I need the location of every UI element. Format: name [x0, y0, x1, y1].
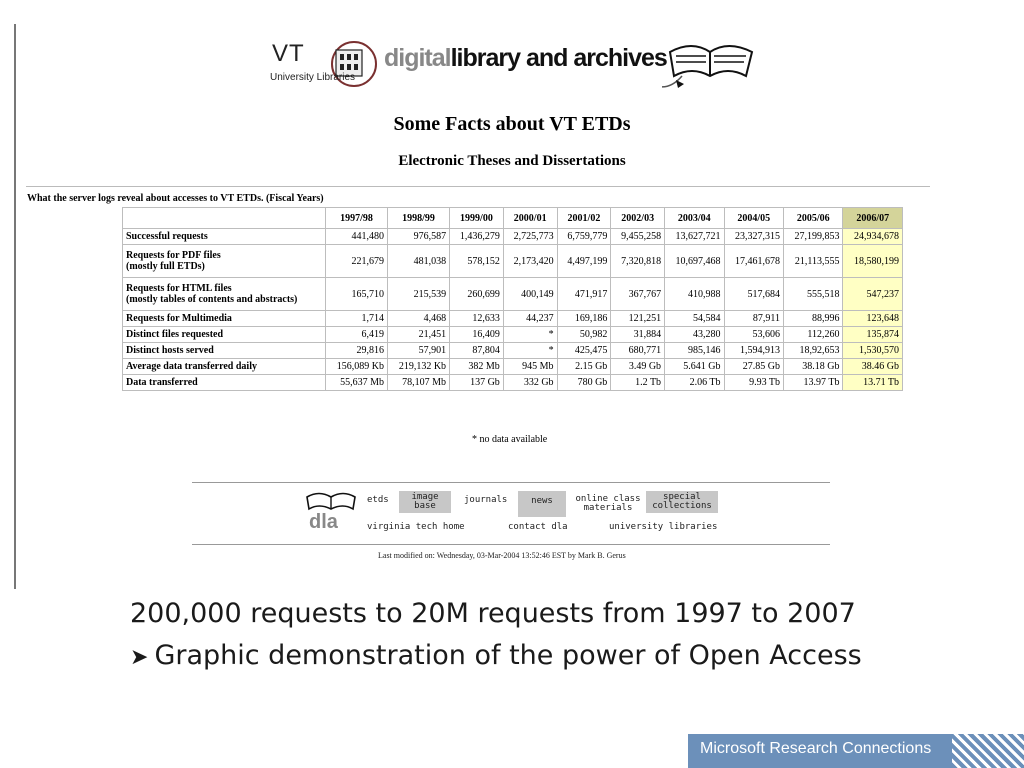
nav-virginia-tech-home[interactable]: virginia tech home — [367, 522, 465, 532]
table-cell: 50,982 — [557, 327, 611, 343]
table-row — [123, 311, 903, 327]
table-cell: 27,199,853 — [784, 229, 843, 245]
table-cell: 367,767 — [611, 278, 665, 311]
table-cell: 382 Mb — [450, 359, 504, 375]
nav-contact-dla[interactable]: contact dla — [508, 522, 568, 532]
table-cell: 55,637 Mb — [326, 375, 388, 391]
column-header: 2003/04 — [665, 208, 724, 229]
row-label-subline: (mostly full ETDs) — [126, 261, 205, 272]
table-cell: 78,107 Mb — [388, 375, 450, 391]
table-cell: 1,594,913 — [724, 343, 783, 359]
table-cell: 7,320,818 — [611, 245, 665, 278]
column-header: 2004/05 — [724, 208, 783, 229]
stripes-logo-icon — [952, 734, 1024, 768]
last-modified-text: Last modified on: Wednesday, 03-Mar-2004 13:52:46 EST by Mark B. Gerus — [378, 551, 626, 560]
table-cell: 18,580,199 — [843, 245, 903, 278]
row-label-line: Requests for PDF files — [126, 250, 221, 261]
table-cell: 4,468 — [388, 311, 450, 327]
table-cell: 87,804 — [450, 343, 504, 359]
row-label-line: Distinct hosts served — [126, 345, 214, 356]
dla-logo-banner[interactable] — [270, 34, 760, 92]
row-label — [123, 311, 326, 327]
table-cell: 6,419 — [326, 327, 388, 343]
table-cell: 29,816 — [326, 343, 388, 359]
table-cell: 57,901 — [388, 343, 450, 359]
nav-image-base[interactable]: image base — [399, 491, 451, 513]
table-cell: 137 Gb — [450, 375, 504, 391]
nav-etds[interactable]: etds — [367, 495, 389, 505]
slide-bullet-2 — [130, 640, 862, 671]
table-cell: 165,710 — [326, 278, 388, 311]
header-rule — [26, 186, 930, 187]
row-label-line: Average data transferred daily — [126, 361, 257, 372]
table-cell: 13.71 Tb — [843, 375, 903, 391]
table-cell: 578,152 — [450, 245, 504, 278]
slide-bullet-2-text: Graphic demonstration of the power of Open Access — [154, 640, 862, 671]
table-cell: 18,92,653 — [784, 343, 843, 359]
table-cell: 38.18 Gb — [784, 359, 843, 375]
table-row — [123, 278, 903, 311]
footer-brand-bar — [688, 734, 1024, 768]
table-cell: 260,699 — [450, 278, 504, 311]
row-label — [123, 375, 326, 391]
column-header: 1998/99 — [388, 208, 450, 229]
table-cell: 21,451 — [388, 327, 450, 343]
table-row — [123, 359, 903, 375]
column-header: 1999/00 — [450, 208, 504, 229]
table-row — [123, 343, 903, 359]
row-label — [123, 245, 326, 278]
digital-library-archives-wordmark: digitallibrary and archives — [384, 44, 667, 72]
table-cell: 38.46 Gb — [843, 359, 903, 375]
table-cell: 400,149 — [503, 278, 557, 311]
nav-journals[interactable]: journals — [464, 495, 508, 505]
nav-top-rule — [192, 482, 830, 483]
table-cell: 1.2 Tb — [611, 375, 665, 391]
table-cell: 156,089 Kb — [326, 359, 388, 375]
row-label — [123, 359, 326, 375]
dla-nav-bar — [305, 489, 725, 539]
column-header: 2000/01 — [503, 208, 557, 229]
table-cell: 680,771 — [611, 343, 665, 359]
table-cell: 9,455,258 — [611, 229, 665, 245]
table-cell: 2,725,773 — [503, 229, 557, 245]
table-cell: 54,584 — [665, 311, 724, 327]
table-cell: 221,679 — [326, 245, 388, 278]
table-cell: * — [503, 343, 557, 359]
table-cell: 112,260 — [784, 327, 843, 343]
table-cell: 3.49 Gb — [611, 359, 665, 375]
table-cell: 215,539 — [388, 278, 450, 311]
table-cell: 1,530,570 — [843, 343, 903, 359]
nav-bottom-rule — [192, 544, 830, 545]
table-cell: 1,714 — [326, 311, 388, 327]
row-label — [123, 327, 326, 343]
table-cell: 425,475 — [557, 343, 611, 359]
row-label-line: Data transferred — [126, 377, 198, 388]
table-cell: 2.15 Gb — [557, 359, 611, 375]
table-cell: 780 Gb — [557, 375, 611, 391]
row-label-line: Requests for HTML files — [126, 283, 232, 294]
column-header-highlighted: 2006/07 — [843, 208, 903, 229]
vt-logo-text: VT — [272, 40, 305, 67]
table-cell: 219,132 Kb — [388, 359, 450, 375]
table-row — [123, 229, 903, 245]
table-cell: 9.93 Tb — [724, 375, 783, 391]
table-cell: 2,173,420 — [503, 245, 557, 278]
slide-bullet-1: 200,000 requests to 20M requests from 1997 to 2007 — [130, 598, 856, 629]
row-label-subline: (mostly tables of contents and abstracts) — [126, 294, 298, 305]
table-cell: 43,280 — [665, 327, 724, 343]
table-cell: 4,497,199 — [557, 245, 611, 278]
nav-university-libraries[interactable]: university libraries — [609, 522, 718, 532]
table-cell: 17,461,678 — [724, 245, 783, 278]
column-header: 2005/06 — [784, 208, 843, 229]
nav-news[interactable]: news — [518, 491, 566, 517]
dla-logo-text: dla — [309, 511, 338, 533]
row-label-line: Distinct files requested — [126, 329, 224, 340]
table-cell: 471,917 — [557, 278, 611, 311]
table-caption: What the server logs reveal about accesses to VT ETDs. (Fiscal Years) — [27, 193, 324, 204]
row-label-line: Successful requests — [126, 231, 208, 242]
etd-facts-table — [122, 207, 903, 391]
table-cell: 123,648 — [843, 311, 903, 327]
table-cell: 976,587 — [388, 229, 450, 245]
open-book-icon — [662, 34, 758, 92]
left-divider — [14, 24, 16, 589]
table-cell: 555,518 — [784, 278, 843, 311]
table-header-row — [123, 208, 903, 229]
table-cell: 985,146 — [665, 343, 724, 359]
table-cell: 16,409 — [450, 327, 504, 343]
table-cell: 332 Gb — [503, 375, 557, 391]
table-cell: 44,237 — [503, 311, 557, 327]
table-cell: 481,038 — [388, 245, 450, 278]
row-label — [123, 343, 326, 359]
table-cell: 31,884 — [611, 327, 665, 343]
table-cell: 6,759,779 — [557, 229, 611, 245]
table-cell: 5.641 Gb — [665, 359, 724, 375]
table-cell: 121,251 — [611, 311, 665, 327]
table-cell: 10,697,468 — [665, 245, 724, 278]
table-cell: 13.97 Tb — [784, 375, 843, 391]
nav-online-class-materials[interactable]: online class materials — [575, 494, 641, 513]
column-header: 2001/02 — [557, 208, 611, 229]
table-cell: 21,113,555 — [784, 245, 843, 278]
table-cell: 169,186 — [557, 311, 611, 327]
table-cell: 517,684 — [724, 278, 783, 311]
table-cell: 27.85 Gb — [724, 359, 783, 375]
arrow-bullet-icon: ➤ — [130, 645, 149, 670]
column-header: 1997/98 — [326, 208, 388, 229]
dla-book-icon — [305, 489, 357, 511]
row-label — [123, 229, 326, 245]
university-libraries-text: University Libraries — [270, 72, 356, 83]
column-header: 2002/03 — [611, 208, 665, 229]
table-row — [123, 327, 903, 343]
table-cell: 945 Mb — [503, 359, 557, 375]
table-cell: 88,996 — [784, 311, 843, 327]
footer-brand-text: Microsoft Research Connections — [700, 740, 932, 757]
table-cell: 547,237 — [843, 278, 903, 311]
table-cell: 12,633 — [450, 311, 504, 327]
page-title: Some Facts about VT ETDs — [393, 113, 631, 135]
table-cell: 53,606 — [724, 327, 783, 343]
table-cell: 410,988 — [665, 278, 724, 311]
table-cell: 135,874 — [843, 327, 903, 343]
table-cell: 24,934,678 — [843, 229, 903, 245]
row-label-line: Requests for Multimedia — [126, 313, 232, 324]
table-cell: 1,436,279 — [450, 229, 504, 245]
no-data-note: * no data available — [472, 434, 548, 445]
table-cell: 87,911 — [724, 311, 783, 327]
corner-cell — [123, 208, 326, 229]
table-cell: * — [503, 327, 557, 343]
row-label — [123, 278, 326, 311]
table-row — [123, 245, 903, 278]
table-cell: 13,627,721 — [665, 229, 724, 245]
page-subtitle: Electronic Theses and Dissertations — [398, 153, 626, 169]
table-cell: 441,480 — [326, 229, 388, 245]
table-cell: 2.06 Tb — [665, 375, 724, 391]
table-row — [123, 375, 903, 391]
nav-special-collections[interactable]: special collections — [646, 491, 718, 513]
table-cell: 23,327,315 — [724, 229, 783, 245]
